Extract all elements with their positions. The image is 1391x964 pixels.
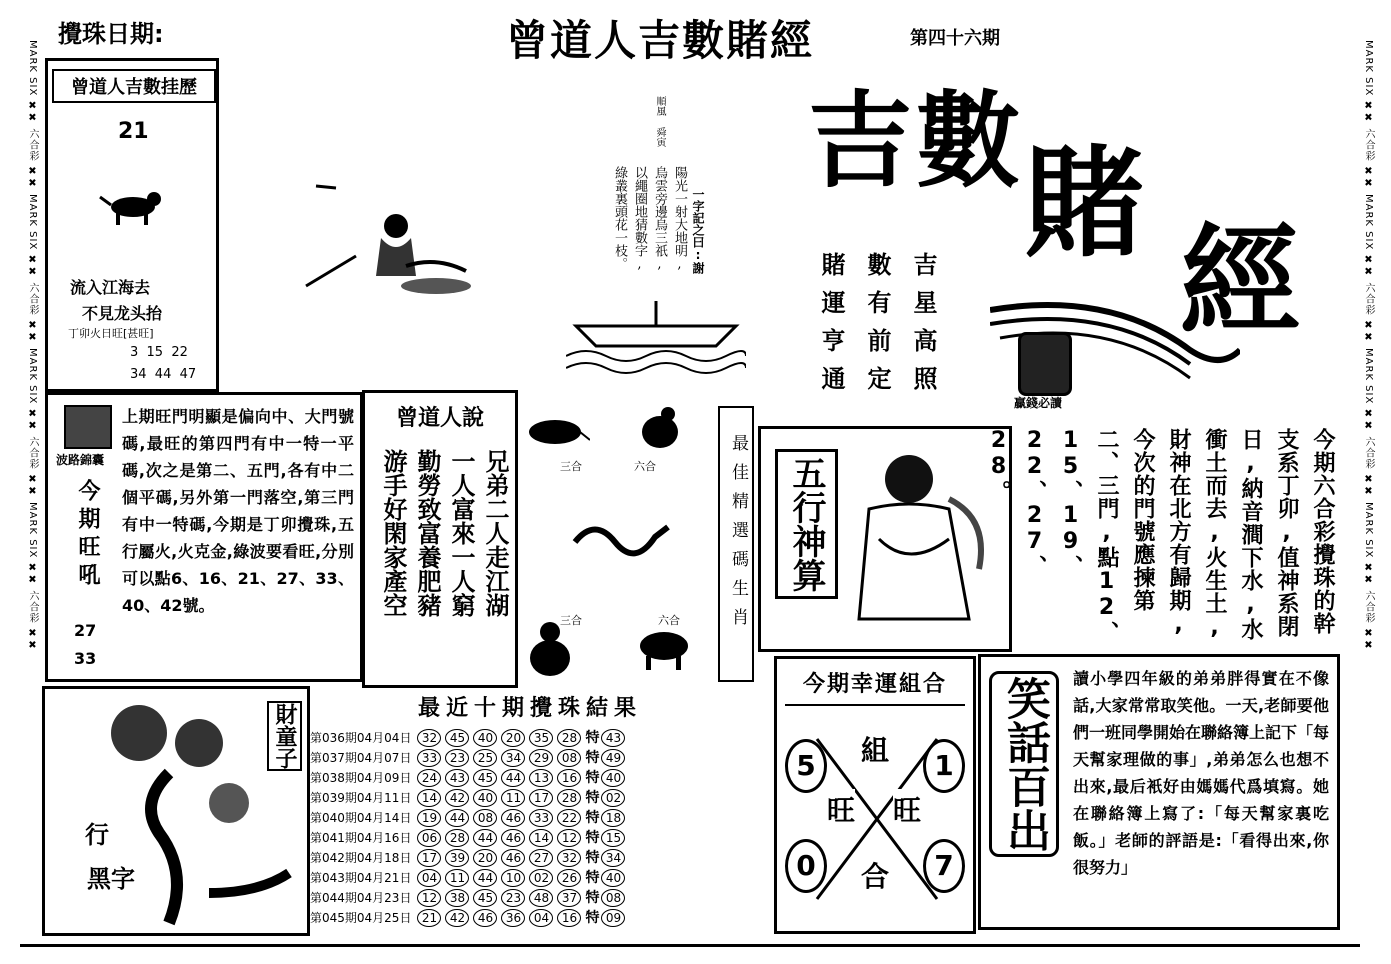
- puzzle-poem-line1: 流入江海去: [70, 278, 151, 297]
- pig-icon: [636, 624, 692, 674]
- results-special-label: 特: [585, 810, 600, 826]
- puzzle-number: 21: [118, 119, 149, 144]
- results-row: [310, 908, 750, 928]
- verse-col2: 數有前定: [863, 252, 892, 404]
- results-draw-label: 第036期04月04日: [310, 731, 412, 745]
- page-title: 曾道人吉數賭經: [506, 16, 815, 65]
- deity-illustration: [839, 439, 999, 639]
- results-row: [310, 788, 750, 808]
- zodiac-label-2: 六合: [634, 460, 656, 473]
- results-special-ball: 02: [601, 789, 625, 807]
- big-title-char-1: 吉: [808, 79, 913, 202]
- results-ball: 22: [557, 809, 581, 827]
- lucky-left-word: 旺: [827, 789, 855, 829]
- results-ball: 25: [473, 749, 497, 767]
- results-ball: 14: [417, 789, 441, 807]
- results-special-label: 特: [585, 750, 600, 766]
- results-special-label: 特: [585, 890, 600, 906]
- results-ball: 40: [473, 789, 497, 807]
- results-special-ball: 40: [601, 769, 625, 787]
- results-ball: 16: [557, 909, 581, 927]
- lucky-left-num: 5: [785, 739, 827, 793]
- results-ball: 44: [473, 869, 497, 887]
- puzzle-poem-line2: 不見龙头抬: [82, 304, 163, 323]
- poem-col3: 以繩圈地猜數字,: [632, 166, 647, 272]
- results-ball: 44: [501, 769, 525, 787]
- results-rows: [310, 728, 750, 928]
- results-special-ball: 40: [601, 869, 625, 887]
- results-ball: 24: [417, 769, 441, 787]
- results-ball: 06: [417, 829, 441, 847]
- draw-date-label: 攪珠日期:: [58, 20, 164, 48]
- results-ball: 36: [501, 909, 525, 927]
- results-ball: 42: [445, 789, 469, 807]
- results-ball: 45: [473, 889, 497, 907]
- results-ball: 08: [473, 809, 497, 827]
- results-ball: 33: [529, 809, 553, 827]
- results-special-ball: 18: [601, 809, 625, 827]
- tree-tag: 財童子: [267, 701, 302, 771]
- zeng-box: [362, 390, 518, 688]
- results-row: [310, 828, 750, 848]
- wave-icon: [64, 405, 112, 449]
- wang-icon-label: 波路錦囊: [56, 453, 105, 467]
- big-title-char-3: 賭: [1024, 133, 1144, 274]
- zodiac-label-3: 三合: [560, 614, 582, 627]
- wang-text: 上期旺門明顯是偏向中、大門號碼,最旺的第四門有中一特一平碼,次之是第二、五門,各有中二個平碼,另外第一門落空,第三門有中一特碼,今期是丁卯攪珠,五行屬火,火克金,綠波要看旺,分別可以點6、16、21、27、33、40、42號。: [122, 407, 354, 615]
- results-ball: 29: [529, 749, 553, 767]
- poem-col4: 綠叢裏頭花一枝。: [612, 166, 627, 270]
- tree-text-1: 行: [85, 815, 109, 850]
- results-ball: 27: [529, 849, 553, 867]
- puzzle-caption: 丁卯火日旺[甚旺]: [68, 327, 154, 340]
- zeng-col1: 兄弟二人走江湖: [481, 449, 509, 617]
- results-ball: 46: [473, 909, 497, 927]
- wuxing-box: [758, 426, 1012, 652]
- results-draw-label: 第043期04月21日: [310, 871, 412, 885]
- results-ball: 26: [557, 869, 581, 887]
- lucky-box: [774, 656, 976, 934]
- right-side-border: MARK SIX ✖✖ 六合彩 ✖✖ MARK SIX ✖✖ 六合彩 ✖✖ MARK SIX ✖✖ 六合彩 ✖✖ MARK SIX ✖✖ 六合彩 ✖✖: [1363, 40, 1374, 652]
- results-row: [310, 848, 750, 868]
- issue-number: 第四十六期: [910, 28, 1000, 49]
- results-draw-label: 第040期04月14日: [310, 811, 412, 825]
- lucky-bottom-left: 0: [785, 839, 827, 893]
- dragon-icon: [570, 512, 670, 562]
- results-special-label: 特: [585, 830, 600, 846]
- results-ball: 42: [445, 909, 469, 927]
- results-ball: 11: [445, 869, 469, 887]
- lucky-top-word: 組: [861, 729, 889, 769]
- zodiac-side-label: 最佳精選碼生肖: [728, 434, 748, 637]
- results-special-ball: 49: [601, 749, 625, 767]
- rooster-icon: [638, 402, 682, 456]
- results-ball: 19: [417, 809, 441, 827]
- rat-icon: [520, 410, 590, 450]
- bottom-rule: [20, 944, 1360, 947]
- results-ball: 44: [445, 809, 469, 827]
- results-ball: 04: [529, 909, 553, 927]
- results-ball: 23: [501, 889, 525, 907]
- puzzle-box: [45, 58, 219, 392]
- wang-num-2: 33: [74, 649, 97, 668]
- wuxing-title: 五行神算: [775, 449, 838, 599]
- results-draw-label: 第038期04月09日: [310, 771, 412, 785]
- fisherman-illustration: [296, 176, 486, 306]
- wang-num-1: 27: [74, 621, 97, 640]
- results-special-ball: 09: [601, 909, 625, 927]
- results-special-ball: 43: [601, 729, 625, 747]
- results-ball: 20: [501, 729, 525, 747]
- zodiac-label-1: 三合: [560, 460, 582, 473]
- results-ball: 13: [529, 769, 553, 787]
- monkey-icon: [522, 618, 578, 678]
- results-ball: 45: [445, 729, 469, 747]
- results-special-label: 特: [585, 730, 600, 746]
- tree-text-2: 黑字: [87, 859, 135, 894]
- results-draw-label: 第042期04月18日: [310, 851, 412, 865]
- zeng-col4: 游手好閑家產空: [379, 449, 407, 617]
- poem-col1: 陽光一射大地明,: [672, 166, 687, 272]
- results-special-ball: 15: [601, 829, 625, 847]
- zodiac-label-4: 六合: [658, 614, 680, 627]
- zeng-col2: 一人富來一人窮: [447, 449, 475, 617]
- results-row: [310, 808, 750, 828]
- joke-box: [978, 654, 1340, 930]
- results-special-ball: 34: [601, 849, 625, 867]
- results-special-ball: 08: [601, 889, 625, 907]
- results-draw-label: 第044期04月23日: [310, 891, 412, 905]
- results-special-label: 特: [585, 910, 600, 926]
- results-special-label: 特: [585, 870, 600, 886]
- puzzle-title: 曾道人吉數挂歷: [52, 69, 216, 103]
- results-ball: 46: [501, 849, 525, 867]
- boat-illustration: [566, 296, 746, 376]
- joke-text: 讀小學四年級的弟弟胖得實在不像話,大家常常取笑他。一天,老師要他們一班同學開始在聯絡簿上記下「每天幫家理做的事」,弟弟怎么也想不出來,最后衹好由媽媽代爲填寫。她在聯絡簿上寫了:「每天幫家裏吃飯。」老師的評語是:「看得出來,你很努力」: [1073, 669, 1330, 877]
- results-ball: 14: [529, 829, 553, 847]
- results-draw-label: 第039期04月11日: [310, 791, 412, 805]
- results-ball: 35: [529, 729, 553, 747]
- results-row: [310, 888, 750, 908]
- results-ball: 39: [445, 849, 469, 867]
- results-ball: 28: [445, 829, 469, 847]
- results-ball: 12: [557, 829, 581, 847]
- results-ball: 45: [473, 769, 497, 787]
- results-ball: 46: [501, 829, 525, 847]
- results-ball: 10: [501, 869, 525, 887]
- wang-title: 今期旺吼: [75, 479, 100, 591]
- results-ball: 32: [417, 729, 441, 747]
- puzzle-numbers-row2: 34 44 47: [130, 367, 197, 382]
- results-ball: 21: [417, 909, 441, 927]
- zeng-col3: 勤勞致富養肥豬: [413, 449, 441, 617]
- results-ball: 48: [529, 889, 553, 907]
- results-ball: 46: [501, 809, 525, 827]
- poem-tag: 順風 舜寅: [654, 96, 665, 147]
- poem-col2: 烏雲旁邊烏三祇,: [652, 166, 667, 272]
- results-special-label: 特: [585, 790, 600, 806]
- results-ball: 04: [417, 869, 441, 887]
- results-ball: 38: [445, 889, 469, 907]
- stamp-seal: [1018, 332, 1072, 396]
- results-draw-label: 第037期04月07日: [310, 751, 412, 765]
- results-special-label: 特: [585, 770, 600, 786]
- results-ball: 11: [501, 789, 525, 807]
- zeng-title: 曾道人說: [395, 406, 484, 431]
- results-row: [310, 868, 750, 888]
- dog-illustration: [98, 179, 168, 229]
- results-title: 最近十期攪珠結果: [417, 696, 642, 721]
- results-row: [310, 768, 750, 788]
- results-ball: 12: [417, 889, 441, 907]
- results-ball: 28: [557, 789, 581, 807]
- results-ball: 08: [557, 749, 581, 767]
- lucky-title: 今期幸運組合: [785, 667, 965, 706]
- analysis-text: 今期六合彩攪珠的幹支系丁卯,值神系閉日,納音澗下水,水衝土而去,火生土,財神在北方有歸期,今次的門號應揀第二、三門,點12、15、19、22、27、28。: [986, 428, 1335, 644]
- results-row: [310, 748, 750, 768]
- results-draw-label: 第045期04月25日: [310, 911, 412, 925]
- results-special-label: 特: [585, 850, 600, 866]
- results-ball: 44: [473, 829, 497, 847]
- results-ball: 17: [529, 789, 553, 807]
- lucky-bottom-word: 合: [861, 855, 889, 895]
- results-draw-label: 第041期04月16日: [310, 831, 412, 845]
- lucky-right-num: 1: [923, 739, 965, 793]
- results-ball: 28: [557, 729, 581, 747]
- poem-heading: 一字記之曰:謝: [691, 188, 705, 274]
- lucky-right-word: 旺: [893, 789, 921, 829]
- left-side-border: MARK SIX ✖✖ 六合彩 ✖✖ MARK SIX ✖✖ 六合彩 ✖✖ MARK SIX ✖✖ 六合彩 ✖✖ MARK SIX ✖✖ 六合彩 ✖✖: [27, 40, 38, 652]
- verse-col1: 吉星高照: [909, 252, 938, 404]
- results-ball: 16: [557, 769, 581, 787]
- results-ball: 40: [473, 729, 497, 747]
- joke-title: 笑話百出: [989, 671, 1059, 857]
- big-title-char-2: 數: [916, 79, 1021, 202]
- results-ball: 34: [501, 749, 525, 767]
- tree-box: [42, 686, 310, 936]
- stamp-caption: 贏錢必讀: [1014, 396, 1063, 410]
- results-ball: 37: [557, 889, 581, 907]
- lucky-bottom-right: 7: [923, 839, 965, 893]
- results-ball: 23: [445, 749, 469, 767]
- results-row: [310, 728, 750, 748]
- results-ball: 20: [473, 849, 497, 867]
- results-ball: 43: [445, 769, 469, 787]
- results-ball: 17: [417, 849, 441, 867]
- big-title-char-4: 經: [1180, 211, 1300, 352]
- zodiac-side-box: [718, 406, 754, 682]
- puzzle-numbers-row1: 3 15 22: [130, 345, 188, 360]
- wang-box: [45, 392, 363, 682]
- results-ball: 33: [417, 749, 441, 767]
- results-ball: 32: [557, 849, 581, 867]
- results-section: [310, 694, 750, 934]
- results-ball: 02: [529, 869, 553, 887]
- verse-col3: 賭運亨通: [817, 252, 846, 404]
